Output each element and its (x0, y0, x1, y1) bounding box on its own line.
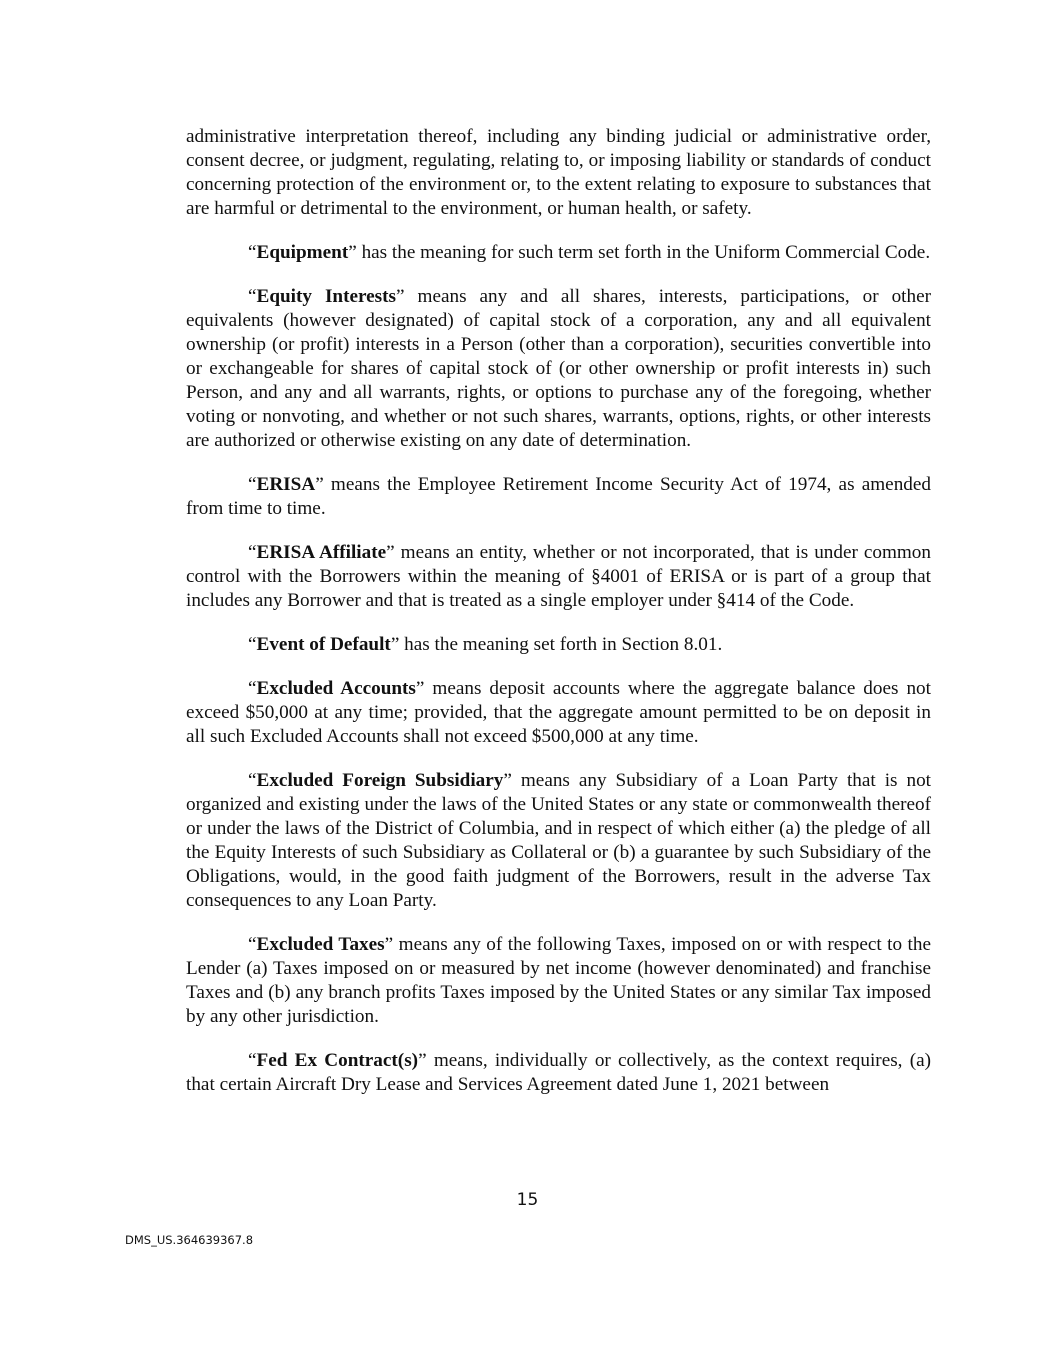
definition-erisa-affiliate: “ERISA Affiliate” means an entity, whether or not incorporated, that is under common control with the Borrowers within the meaning of §4001 of ERISA or is part of a group that includes any Borrower and that is treated as a single employer under §414 of the Code. (186, 542, 931, 611)
page-number: 15 (516, 1190, 539, 1210)
definition-erisa: “ERISA” means the Employee Retirement Income Security Act of 1974, as amended from time to time. (186, 474, 931, 519)
definition-excluded-taxes: “Excluded Taxes” means any of the following Taxes, imposed on or with respect to the Lender (a) Taxes imposed on or measured by net income (however denominated) and franchise Taxes and (b) any branch profits Taxes imposed by the United States or any similar Tax imposed by any other jurisdiction. (186, 934, 931, 1027)
defined-term: Event of Default (256, 634, 391, 655)
definition-excluded-foreign-subsidiary: “Excluded Foreign Subsidiary” means any Subsidiary of a Loan Party that is not organized and existing under the laws of the United States or any state or commonwealth thereof or under the laws of the District of Columbia, and in respect of which either (a) the pledge of all the Equity Interests of such Subsidiary as Collateral or (b) a guarantee by such Subsidiary of the Obligations, would, in the good faith judgment of the Borrowers, result in the adverse Tax consequences to any Loan Party. (186, 770, 931, 911)
defined-term: ERISA Affiliate (256, 542, 387, 563)
defined-term: Excluded Taxes (256, 934, 385, 955)
defined-term: ERISA (256, 474, 316, 495)
paragraph-environmental-law-continuation: administrative interpretation thereof, including any binding judicial or administrative order, consent decree, or judgment, regulating, relating to, or imposing liability or standards of conduct concerning protection of the environment or, to the extent relating to exposure to substances that are harmful or detrimental to the environment, or human health, or safety. (186, 126, 931, 219)
definition-event-of-default: “Event of Default” has the meaning set forth in Section 8.01. (248, 634, 723, 655)
definition-fed-ex-contracts: “Fed Ex Contract(s)” means, individually or collectively, as the context requires, (a) that certain Aircraft Dry Lease and Services Agreement dated June 1, 2021 between (186, 1050, 931, 1095)
document-id: DMS_US.364639367.8 (125, 1233, 254, 1247)
defined-term: Excluded Foreign Subsidiary (256, 770, 504, 791)
defined-term: Equity Interests (256, 286, 397, 307)
definition-equity-interests: “Equity Interests” means any and all shares, interests, participations, or other equivalents (however designated) of capital stock of a corporation, any and all equivalent ownership (or profit) interests in a Person (other than a corporation), securities convertible into or exchangeable for shares of capital stock of (or other ownership or profit interests in) such Person, and any and all warrants, rights, or options to purchase any of the foregoing, whether voting or nonvoting, and whether or not such shares, warrants, options, rights, or other interests are authorized or otherwise existing on any date of determination. (186, 286, 931, 451)
defined-term: Equipment (256, 242, 349, 263)
document-body (186, 125, 931, 1117)
definition-excluded-accounts: “Excluded Accounts” means deposit accounts where the aggregate balance does not exceed $50,000 at any time; provided, that the aggregate amount permitted to be on deposit in all such Excluded Accounts shall not exceed $500,000 at any time. (186, 678, 931, 747)
defined-term: Fed Ex Contract(s) (256, 1050, 419, 1071)
definition-equipment: “Equipment” has the meaning for such term set forth in the Uniform Commercial Code. (248, 242, 931, 263)
defined-term: Excluded Accounts (256, 678, 416, 699)
